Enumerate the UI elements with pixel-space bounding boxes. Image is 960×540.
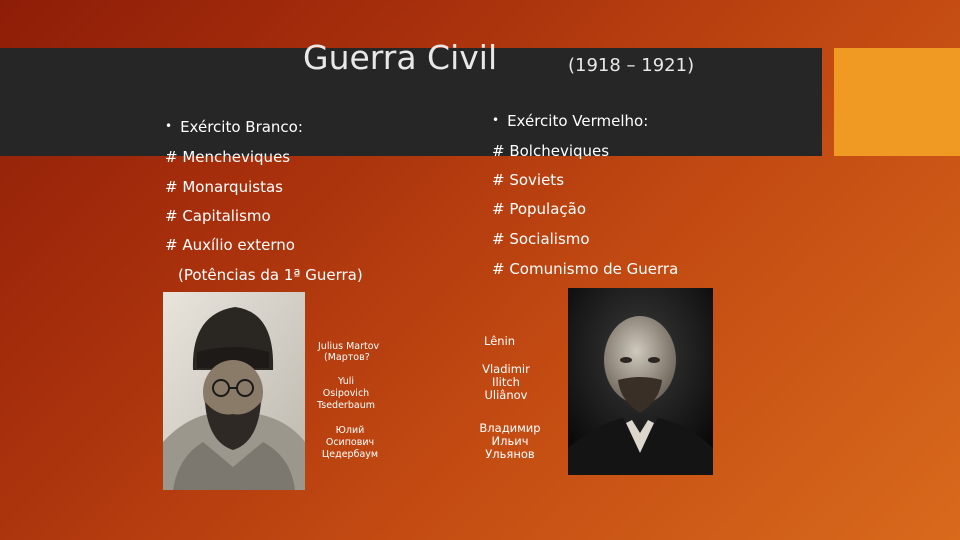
martov-cyrillic [318, 425, 382, 461]
martov-yuli-line: Yuli [337, 376, 354, 387]
slide-title: Guerra Civil [303, 38, 498, 77]
martov-name-latin: Julius Martov [318, 341, 380, 352]
left-item: # Monarquistas [165, 178, 283, 196]
bullet-icon: • [492, 113, 500, 127]
martov-cyrillic-line: Осипович [325, 437, 375, 448]
accent-box [834, 48, 960, 156]
left-item: # Auxílio externo [165, 236, 295, 254]
martov-yuli [316, 376, 376, 412]
martov-cyrillic-line: Юлий [335, 425, 365, 436]
left-note: (Potências da 1ª Guerra) [178, 266, 363, 284]
lenin-latin [478, 363, 534, 402]
martov-yuli-line: Tsederbaum [317, 400, 375, 411]
right-item: # População [492, 200, 587, 218]
lenin-cyrillic-line: Ильич [491, 434, 529, 448]
right-item: # Soviets [492, 171, 565, 189]
right-item: # Bolcheviques [492, 142, 610, 160]
bullet-icon: • [165, 119, 173, 133]
lenin-latin-line: Vladimir [482, 362, 530, 376]
martov-yuli-line: Osipovich [322, 388, 370, 399]
right-item: # Socialismo [492, 230, 590, 248]
lenin-cyrillic [478, 422, 542, 461]
red-army-heading [492, 112, 648, 130]
lenin-photo [568, 288, 713, 475]
lenin-latin-line: Uliânov [484, 388, 528, 402]
red-army-heading-label: Exército Vermelho: [507, 112, 649, 130]
lenin-name: Lênin [484, 334, 516, 348]
left-item: # Mencheviques [165, 148, 291, 166]
martov-photo [163, 292, 305, 490]
lenin-cyrillic-line: Владимир [479, 421, 541, 435]
white-army-heading [165, 118, 303, 136]
white-army-heading-label: Exército Branco: [180, 118, 303, 136]
slide-years: (1918 – 1921) [568, 55, 695, 76]
lenin-latin-line: Ilitch [492, 375, 520, 389]
left-item: # Capitalismo [165, 207, 271, 225]
martov-cyrillic-line: Цедербаум [321, 449, 379, 460]
lenin-cyrillic-line: Ульянов [485, 447, 535, 461]
right-item: # Comunismo de Guerra [492, 260, 679, 278]
martov-name-paren: (Мартов? [324, 352, 370, 363]
